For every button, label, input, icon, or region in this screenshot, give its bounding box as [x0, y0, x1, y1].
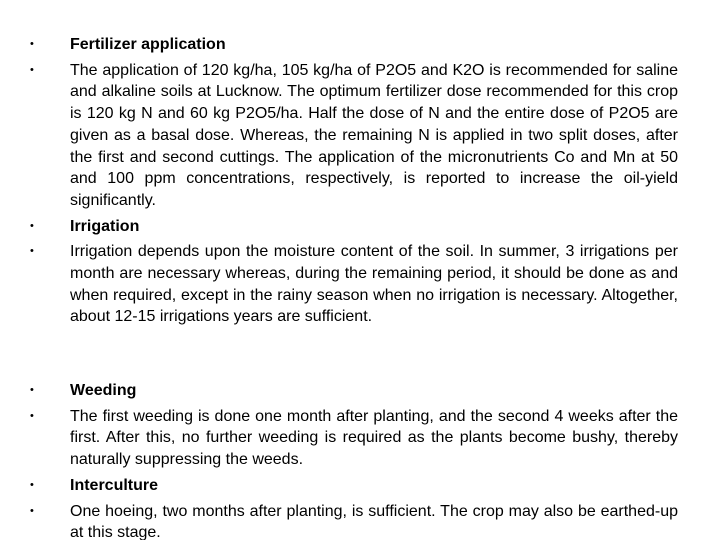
- section-heading-irrigation: Irrigation: [70, 217, 140, 235]
- bullet-icon: •: [30, 38, 34, 50]
- bullet-item-interculture-heading: [0, 475, 720, 497]
- section-body-interculture: One hoeing, two months after planting, is sufficient. The crop may also be earthed-up at this stage.: [70, 502, 678, 540]
- bullet-icon: •: [30, 384, 34, 396]
- bullet-icon: •: [30, 245, 34, 258]
- bullet-item-weeding-heading: [0, 380, 720, 402]
- bullet-item-fertilizer-heading: [0, 34, 720, 56]
- bullet-icon: •: [30, 409, 34, 422]
- section-body-irrigation: Irrigation depends upon the moisture content of the soil. In summer, 3 irrigations per month are necessary whereas, during the remaining period, it should be done as and when required, except in the rainy season when no irrigation is necessary. Altogether, about 12-15 irrigations years are sufficient.: [70, 243, 678, 326]
- bullet-item-fertilizer-body: [0, 60, 720, 212]
- bullet-item-weeding-body: [0, 406, 720, 471]
- section-heading-weeding: Weeding: [70, 382, 137, 399]
- bullet-icon: •: [30, 504, 34, 517]
- section-body-weeding: The first weeding is done one month after planting, and the second 4 weeks after the first. After this, no further weeding is required as the plants become bushy, thereby naturally suppressing the weeds.: [70, 407, 678, 469]
- section-body-fertilizer: The application of 120 kg/ha, 105 kg/ha of P2O5 and K2O is recommended for saline and alkaline soils at Lucknow. The optimum fertilizer dose recommended for this crop is 120 kg N and 60 kg P2O5/ha. Half the dose of N and the entire dose of P2O5 are given as a basal dose. Whereas, the remaining N is applied in two split doses, after the first and second cuttings. The application of the micronutrients Co and Mn at 50 and 100 ppm concentrations, respectively, is reported to increase the oil-yield significantly.: [70, 61, 678, 209]
- section-heading-fertilizer: Fertilizer application: [70, 36, 226, 53]
- bullet-item-irrigation-body: [0, 241, 720, 328]
- bullet-group-fertilizer-irrigation: [0, 34, 720, 328]
- bullet-icon: •: [30, 63, 34, 76]
- section-heading-interculture: Interculture: [70, 476, 159, 494]
- bullet-item-interculture-body: [0, 501, 720, 540]
- bullet-icon: •: [30, 478, 34, 491]
- bullet-icon: •: [30, 219, 34, 232]
- bullet-group-weeding-interculture: [0, 380, 720, 540]
- bullet-item-irrigation-heading: [0, 216, 720, 238]
